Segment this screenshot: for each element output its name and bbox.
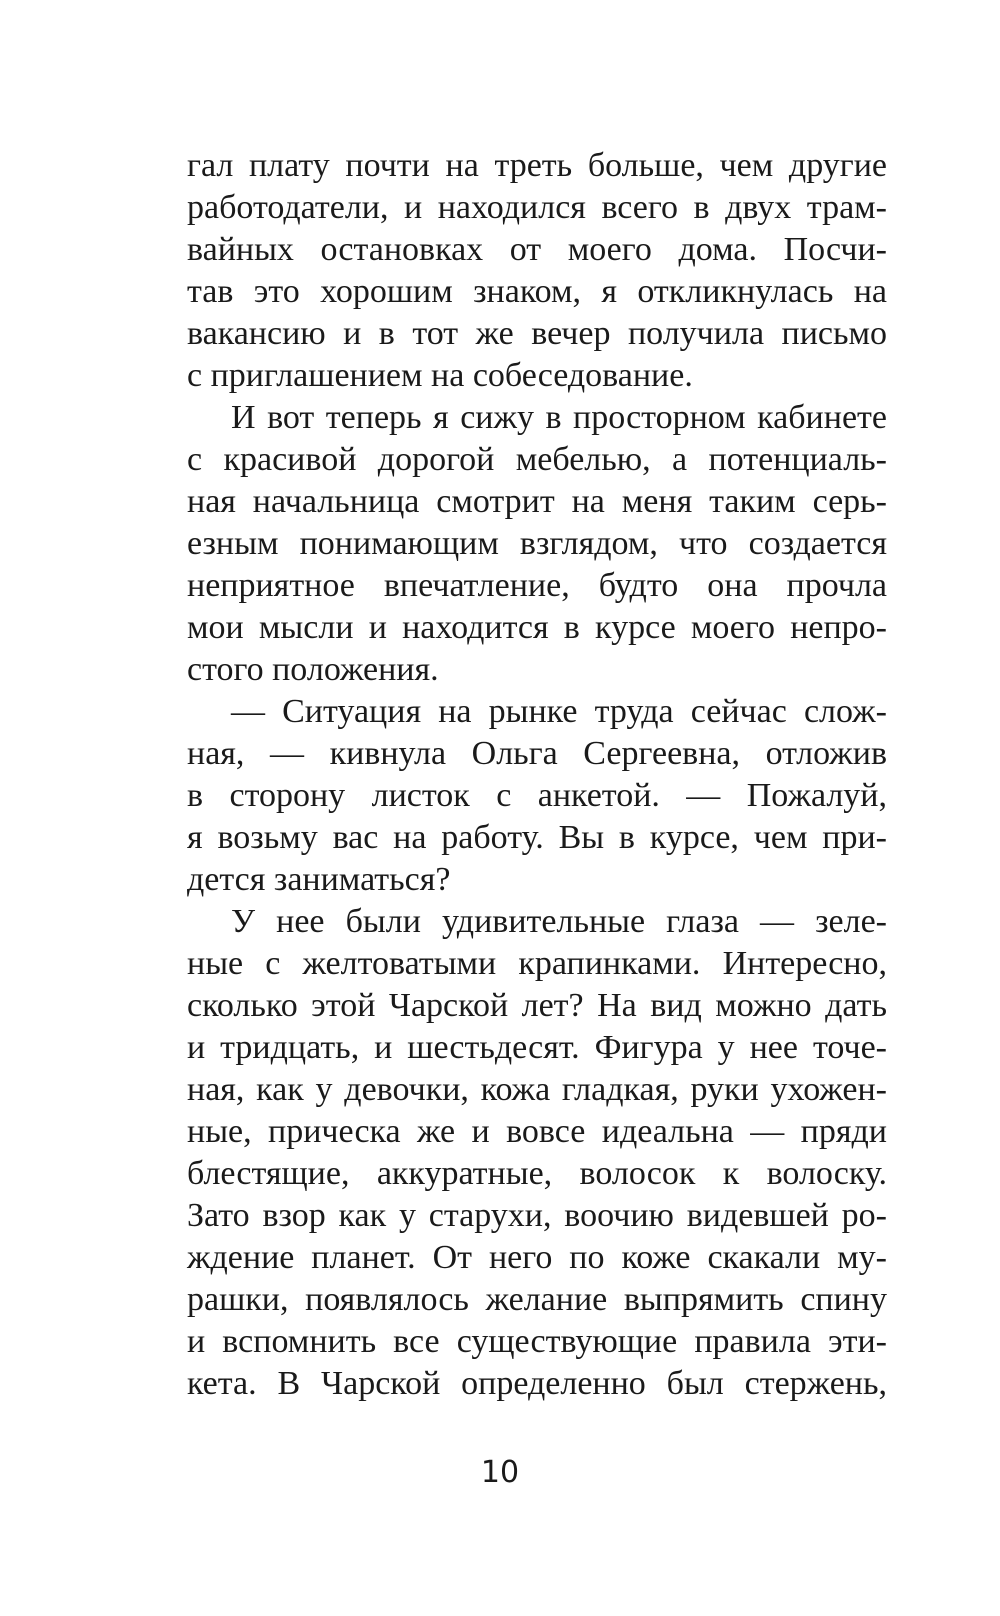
text-line: с красивой дорогой мебелью, а потенциаль- bbox=[187, 441, 887, 478]
page-number: 10 bbox=[480, 1455, 520, 1490]
text-line: дется заниматься? bbox=[187, 861, 451, 898]
text-line: рашки, появлялось желание выпрямить спину bbox=[187, 1281, 887, 1318]
text-line: вайных остановках от моего дома. Посчи- bbox=[187, 231, 887, 268]
text-line: вакансию и в тот же вечер получила письмо bbox=[187, 315, 887, 352]
text-line: сколько этой Чарской лет? На вид можно дать bbox=[187, 987, 887, 1024]
text-line: кета. В Чарской определенно был стержень, bbox=[187, 1365, 887, 1402]
body-text bbox=[187, 145, 887, 1405]
text-line: Зато взор как у старухи, воочию видевшей ро- bbox=[187, 1197, 887, 1234]
text-line: ные, прическа же и вовсе идеальна — пряди bbox=[187, 1113, 887, 1150]
text-line: в сторону листок с анкетой. — Пожалуй, bbox=[187, 777, 887, 814]
text-line: ная, — кивнула Ольга Сергеевна, отложив bbox=[187, 735, 887, 772]
text-line: я возьму вас на работу. Вы в курсе, чем при- bbox=[187, 819, 887, 856]
text-line: ные с желтоватыми крапинками. Интересно, bbox=[187, 945, 887, 982]
text-line: И вот теперь я сижу в просторном кабинете bbox=[231, 399, 887, 436]
text-line: мои мысли и находится в курсе моего непро- bbox=[187, 609, 887, 646]
text-line: ная начальница смотрит на меня таким серь- bbox=[187, 483, 887, 520]
text-line: — Ситуация на рынке труда сейчас слож- bbox=[231, 693, 887, 730]
text-line: неприятное впечатление, будто она прочла bbox=[187, 567, 887, 604]
text-line: с приглашением на собеседование. bbox=[187, 357, 693, 394]
text-line: блестящие, аккуратные, волосок к волоску. bbox=[187, 1155, 887, 1192]
text-line: стого положения. bbox=[187, 651, 439, 688]
text-line: ная, как у девочки, кожа гладкая, руки ухожен- bbox=[187, 1071, 887, 1108]
text-line: У нее были удивительные глаза — зеле- bbox=[231, 903, 887, 940]
text-line: езным понимающим взглядом, что создается bbox=[187, 525, 887, 562]
text-line: и вспомнить все существующие правила эти- bbox=[187, 1323, 887, 1360]
text-line: тав это хорошим знаком, я откликнулась на bbox=[187, 273, 887, 310]
text-line: гал плату почти на треть больше, чем другие bbox=[187, 147, 887, 184]
text-line: и тридцать, и шестьдесят. Фигура у нее точе- bbox=[187, 1029, 887, 1066]
text-line: работодатели, и находился всего в двух трам- bbox=[187, 189, 887, 226]
text-line: ждение планет. От него по коже скакали му- bbox=[187, 1239, 887, 1276]
